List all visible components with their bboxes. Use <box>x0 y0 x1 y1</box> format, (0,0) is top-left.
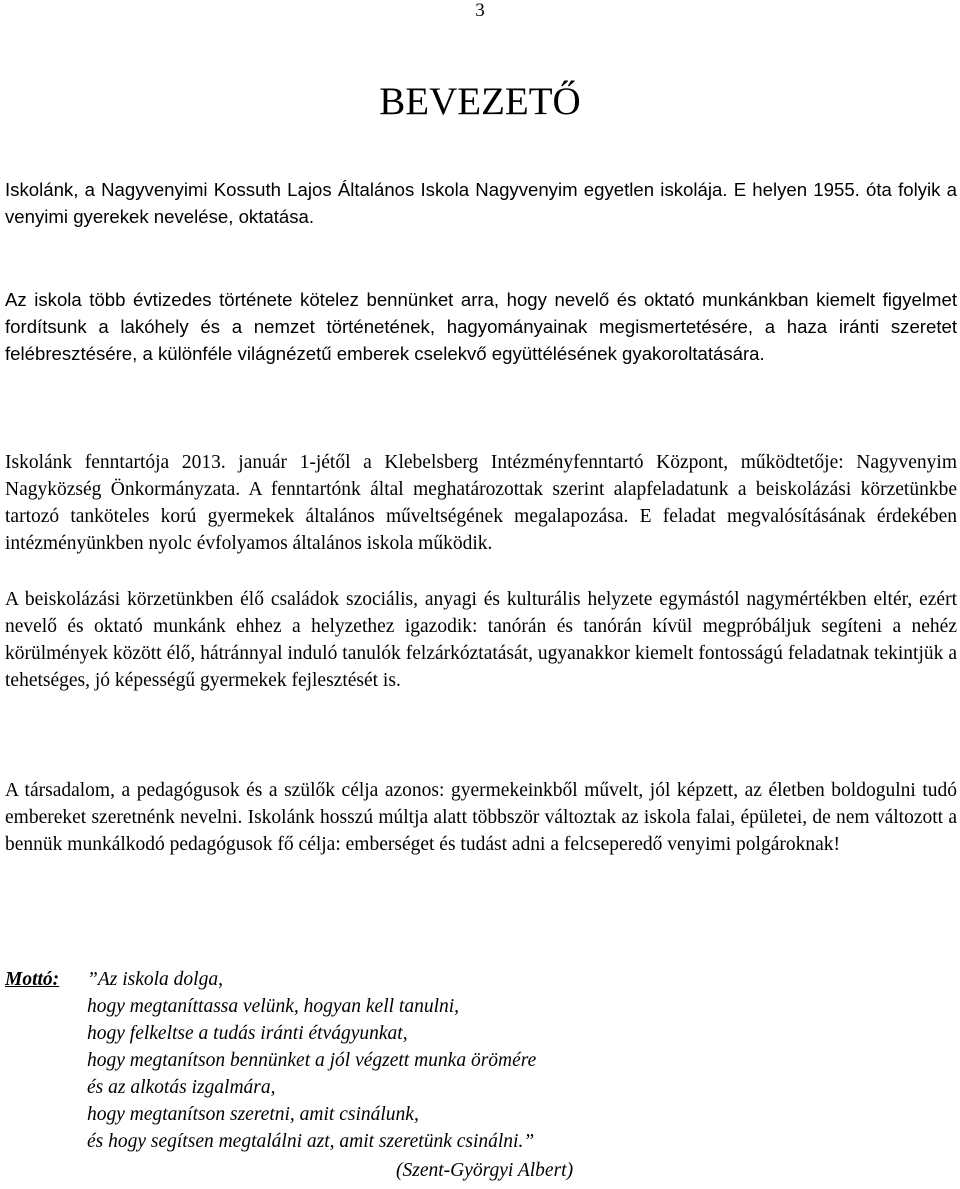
mission-paragraph <box>5 586 957 694</box>
motto-line: és hogy segítsen megtalálni azt, amit szeretünk csinálni.” <box>87 1131 535 1152</box>
maintainer-paragraph <box>5 449 957 557</box>
motto-line: és az alkotás izgalmára, <box>87 1077 276 1098</box>
intro-paragraph <box>5 176 957 230</box>
society-paragraph <box>5 777 957 858</box>
page-title: BEVEZETŐ <box>379 80 581 123</box>
motto-line: hogy felkeltse a tudás iránti étvágyunkat, <box>87 1023 408 1044</box>
motto-author: (Szent-Györgyi Albert) <box>396 1160 574 1181</box>
intro-text: Iskolánk, a Nagyvenyimi Kossuth Lajos Általános Iskola Nagyvenyim egyetlen iskolája. E helyen 1955. óta folyik a venyimi gyerekek nevelése, oktatása. <box>5 179 957 227</box>
motto-quote <box>87 966 536 1155</box>
motto-line: hogy megtanítson bennünket a jól végzett munka örömére <box>87 1050 537 1071</box>
history-paragraph <box>5 286 957 367</box>
motto-line: hogy megtanítson szeretni, amit csinálunk, <box>87 1104 419 1125</box>
motto-label: Mottó: <box>5 969 60 990</box>
society-text: A társadalom, a pedagógusok és a szülők célja azonos: gyermekeinkből művelt, jól képzett, az életben boldogulni tudó embereket szeretnénk nevelni. Iskolánk hosszú múltja alatt többször változtak az iskola falai, épületei, de nem változott a bennük munkálkodó pedagógusok fő célja: emberséget és tudást adni a felcseperedő venyimi polgároknak! <box>5 780 957 855</box>
motto-line: hogy megtaníttassa velünk, hogyan kell tanulni, <box>87 996 460 1017</box>
motto-line: ”Az iskola dolga, <box>87 969 223 990</box>
history-text: Az iskola több évtizedes története kötelez bennünket arra, hogy nevelő és oktató munkánkban kiemelt figyelmet fordítsunk a lakóhely és a nemzet történetének, hagyományainak megismertetésére, a haza iránti szeretet felébresztésére, a különféle világnézetű emberek cselekvő együttélésének gyakoroltatására. <box>5 289 957 364</box>
maintainer-text: Iskolánk fenntartója 2013. január 1-jétől a Klebelsberg Intézményfenntartó Központ, működtetője: Nagyvenyim Nagyközség Önkormányzata. A fenntartónk által meghatározottak szerint alapfeladatunk a beiskolázási körzetünkbe tartozó tanköteles korú gyermekek általános műveltségének megalapozása. E feladat megvalósításának érdekében intézményünkben nyolc évfolyamos általános iskola működik. <box>5 452 957 554</box>
mission-text: A beiskolázási körzetünkben élő családok szociális, anyagi és kulturális helyzete egymástól nagymértékben eltér, ezért nevelő és oktató munkánk ehhez a helyzethez igazodik: tanórán és tanórán kívül megpróbáljuk segíteni a nehéz körülmények között élő, hátránnyal induló tanulók felzárkóztatását, ugyanakkor kiemelt fontosságú feladatnak tekintjük a tehetséges, jó képességű gyermekek fejlesztését is. <box>5 589 957 691</box>
page-number: 3 <box>475 0 485 21</box>
